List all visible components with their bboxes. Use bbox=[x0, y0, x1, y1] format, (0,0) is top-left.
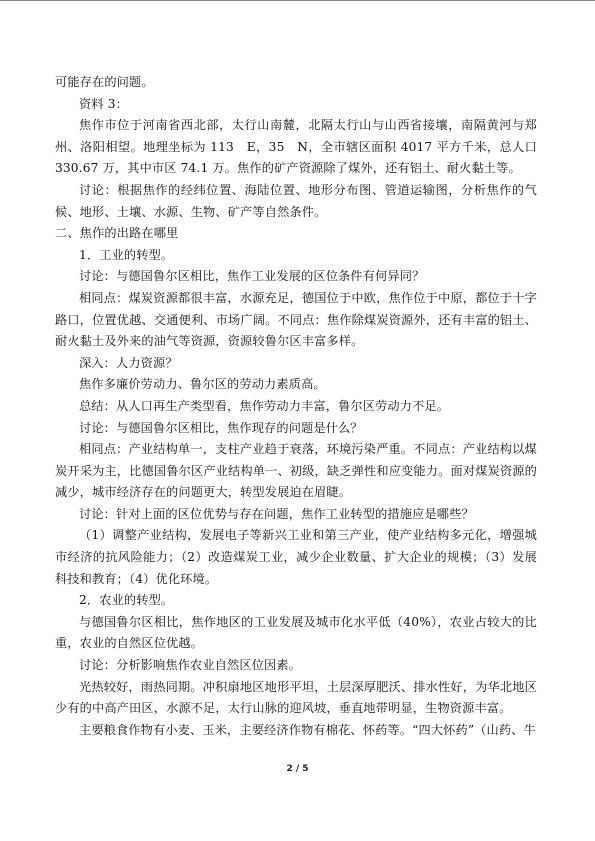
paragraph: 讨论：与德国鲁尔区相比，焦作工业发展的区位条件有何异同？ bbox=[79, 269, 425, 284]
document-body bbox=[55, 72, 537, 741]
paragraph: 讨论：根据焦作的经纬位置、海陆位置、地形分布图、管道运输图，分析焦作的气候、地形、土壤、水源、生物、矿产等自然条件。 bbox=[55, 182, 537, 219]
paragraph: 相同点：产业结构单一，支柱产业趋于衰落，环境污染严重。不同点：产业结构以煤炭开采为主，比德国鲁尔区产业结构单一、初级，缺乏弹性和应变能力。面对煤炭资源的减少，城市经济存在的问题更大，转型发展迫在眉睫。 bbox=[55, 442, 537, 500]
paragraph: （1）调整产业结构，发展电子等新兴工业和第三产业，使产业结构多元化，增强城市经济的抗风险能力；（2）改造煤炭工业，减少企业数量、扩大企业的规模；（3）发展科技和教育；（4）优化环境。 bbox=[55, 528, 537, 586]
subsection-heading: 2．农业的转型。 bbox=[79, 593, 174, 608]
paragraph: 光热较好，雨热同期。冲积扇地区地形平坦，土层深厚肥沃、排水性好，为华北地区少有的中高产田区，水源不足，太行山脉的迎风坡，垂直地带明显，生物资源丰富。 bbox=[55, 679, 537, 716]
subsection-heading: 1．工业的转型。 bbox=[79, 247, 174, 262]
paragraph: 深入：人力资源？ bbox=[79, 355, 178, 370]
paragraph: 讨论：针对上面的区位优势与存在问题，焦作工业转型的措施应是哪些？ bbox=[79, 506, 474, 521]
paragraph: 与德国鲁尔区相比，焦作地区的工业发展及城市化水平低（40%），农业占较大的比重，农业的自然区位优越。 bbox=[55, 614, 537, 651]
paragraph: 讨论：与德国鲁尔区相比，焦作现存的问题是什么？ bbox=[79, 420, 363, 435]
paragraph: 焦作多廉价劳动力、鲁尔区的劳动力素质高。 bbox=[79, 377, 326, 392]
paragraph: 可能存在的问题。 bbox=[55, 75, 154, 89]
page-number: 2 / 5 bbox=[286, 764, 309, 774]
paragraph: 资料 3： bbox=[79, 96, 128, 111]
section-heading: 二、焦作的出路在哪里 bbox=[55, 226, 179, 241]
header-rule bbox=[0, 0, 595, 1]
paragraph: 讨论：分析影响焦作农业自然区位因素。 bbox=[79, 658, 302, 673]
paragraph: 总结：从人口再生产类型看，焦作劳动力丰富，鲁尔区劳动力不足。 bbox=[79, 398, 450, 413]
paragraph: 相同点：煤炭资源都很丰富，水源充足，德国位于中欧，焦作位于中原，都位于十字路口，位置优越、交通便利、市场广阔。不同点：焦作除煤炭资源外，还有丰富的铝土、耐火黏土及外来的油气等资源，资源较鲁尔区丰富多样。 bbox=[55, 290, 537, 349]
paragraph: 主要粮食作物有小麦、玉米，主要经济作物有棉花、怀药等。“四大怀药”（山药、牛 bbox=[79, 722, 536, 737]
paragraph: 焦作市位于河南省西北部，太行山南麓，北隔太行山与山西省接壤，南隔黄河与郑州、洛阳相望。地理坐标为 113 E，35 N，全市辖区面积 4017 平方千米，总人口 330.67 万，其中市区 74.1 万。焦作的矿产资源除了煤外，还有铝土、耐火黏土等。 bbox=[55, 118, 537, 176]
